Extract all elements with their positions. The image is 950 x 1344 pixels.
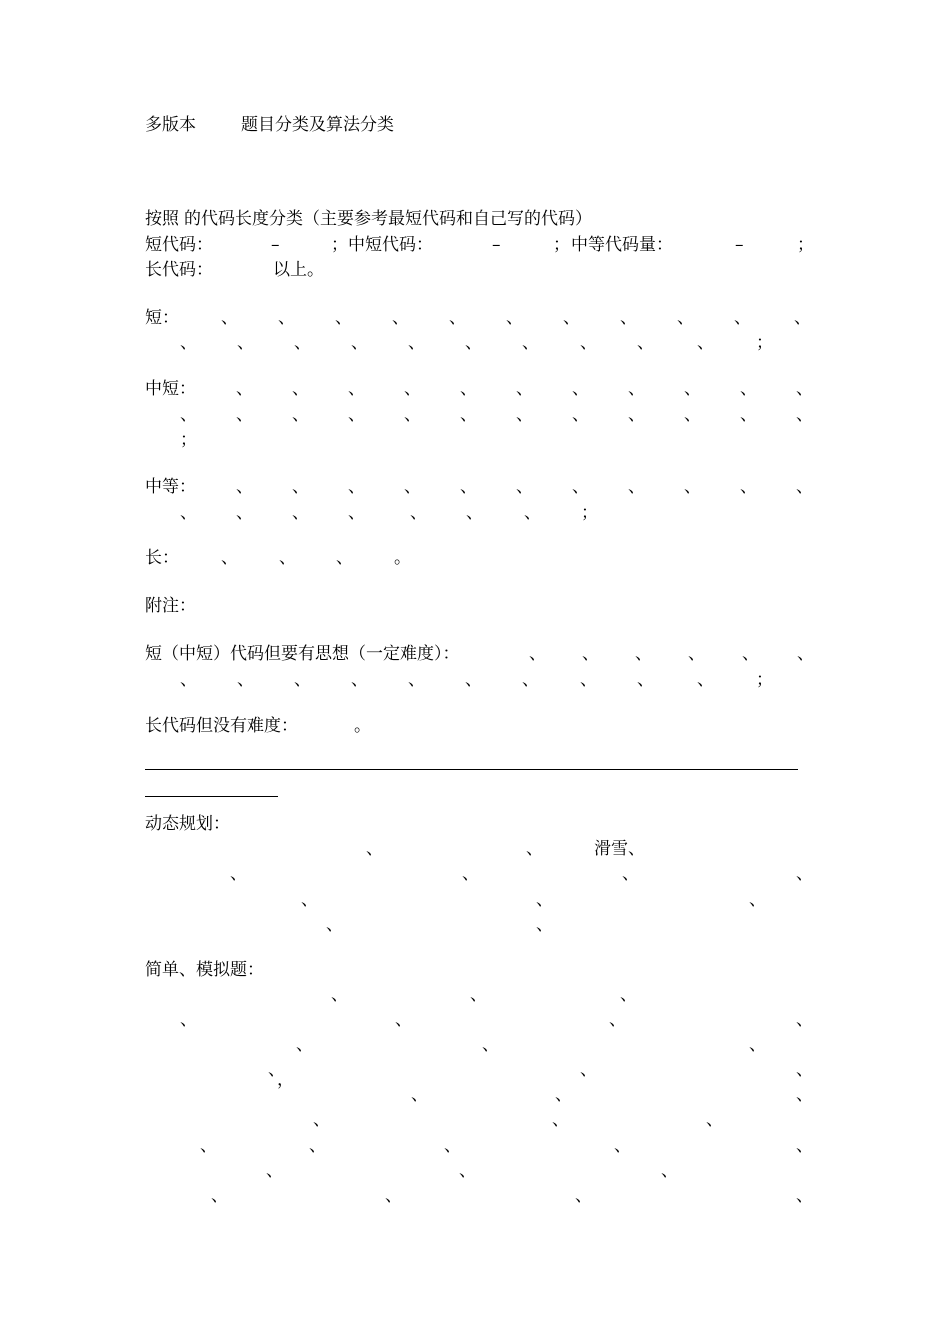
list-separator: 、 xyxy=(552,1110,569,1130)
list-terminator: ； xyxy=(180,430,197,450)
list-separator: 、 xyxy=(292,477,309,497)
simple-section-label: 简单、模拟题： xyxy=(145,960,264,980)
list-terminator: ； xyxy=(756,333,773,353)
list-separator: 、 xyxy=(237,670,254,690)
list-separator: 、 xyxy=(236,405,253,425)
list-separator: 、 xyxy=(470,985,487,1005)
list-separator: 、 xyxy=(749,1035,766,1055)
list-separator: 、 xyxy=(794,308,811,328)
list-separator: 、 xyxy=(268,1060,285,1080)
list-separator: 、 xyxy=(740,379,757,399)
list-separator: 、 xyxy=(236,503,253,523)
list-separator: 、 xyxy=(684,405,701,425)
list-separator: 、 xyxy=(742,644,759,664)
list-separator: 、 xyxy=(449,308,466,328)
list-separator: 、 xyxy=(221,548,238,568)
short-code-label: 短代码： xyxy=(145,235,213,255)
appendix-label: 附注： xyxy=(145,596,196,616)
range-dash: – xyxy=(735,235,744,255)
list-separator: 、 xyxy=(740,405,757,425)
list-separator: 、 xyxy=(465,333,482,353)
title-left: 多版本 xyxy=(145,115,196,135)
list-separator: 、 xyxy=(749,890,766,910)
list-separator: 、 xyxy=(392,308,409,328)
list-separator: 、 xyxy=(180,670,197,690)
list-separator: 、 xyxy=(796,405,813,425)
list-terminator: ； xyxy=(756,670,773,690)
long-easy-section-label: 长代码但没有难度： xyxy=(145,716,298,736)
list-separator: 、 xyxy=(575,1186,592,1206)
dp-item-skiing: 滑雪、 xyxy=(594,839,645,859)
list-separator: 、 xyxy=(395,1010,412,1030)
long-section-label: 长： xyxy=(145,548,179,568)
list-separator: 、 xyxy=(572,379,589,399)
list-terminator: ； xyxy=(581,503,598,523)
list-separator: 、 xyxy=(609,1010,626,1030)
list-separator: 、 xyxy=(266,1161,283,1181)
list-separator: 、 xyxy=(296,1035,313,1055)
list-separator: 、 xyxy=(796,379,813,399)
list-separator: 、 xyxy=(466,503,483,523)
list-separator: 、 xyxy=(408,670,425,690)
list-separator: 、 xyxy=(506,308,523,328)
medium-code-label: 中等代码量： xyxy=(571,235,673,255)
list-separator: 、 xyxy=(411,1085,428,1105)
list-separator: 、 xyxy=(336,548,353,568)
separator-semicolon: ； xyxy=(331,235,348,255)
list-separator: 、 xyxy=(661,1161,678,1181)
list-separator: 、 xyxy=(622,864,639,884)
list-separator: 、 xyxy=(620,308,637,328)
list-separator: 、 xyxy=(582,644,599,664)
list-separator: 、 xyxy=(797,644,814,664)
list-separator: 、 xyxy=(620,985,637,1005)
list-separator: 、 xyxy=(180,405,197,425)
list-separator: 、 xyxy=(536,915,553,935)
list-separator: 、 xyxy=(180,1010,197,1030)
list-separator: 、 xyxy=(684,379,701,399)
list-separator: 、 xyxy=(236,477,253,497)
list-separator: 、 xyxy=(335,308,352,328)
title-right: 题目分类及算法分类 xyxy=(241,115,394,135)
list-separator: 、 xyxy=(563,308,580,328)
list-separator: 、 xyxy=(526,839,543,859)
list-separator: 、 xyxy=(366,839,383,859)
list-separator: 、 xyxy=(796,1010,813,1030)
list-separator: 、 xyxy=(278,308,295,328)
list-separator: 、 xyxy=(279,548,296,568)
list-separator: 、 xyxy=(462,864,479,884)
list-separator: 、 xyxy=(796,1085,813,1105)
list-separator: 、 xyxy=(529,644,546,664)
list-separator: 、 xyxy=(572,405,589,425)
list-separator: 、 xyxy=(796,477,813,497)
list-separator: 、 xyxy=(637,333,654,353)
list-separator: 、 xyxy=(522,670,539,690)
list-separator: 、 xyxy=(536,890,553,910)
list-separator: 、 xyxy=(734,308,751,328)
list-separator: 、 xyxy=(460,477,477,497)
list-separator: 、 xyxy=(348,379,365,399)
range-dash: – xyxy=(492,235,501,255)
list-separator: 、 xyxy=(460,379,477,399)
mid-short-code-label: 中短代码： xyxy=(348,235,433,255)
list-separator: 、 xyxy=(482,1035,499,1055)
above-text: 以上。 xyxy=(273,260,324,280)
list-separator: 、 xyxy=(404,405,421,425)
list-separator: 、 xyxy=(465,670,482,690)
separator-line xyxy=(145,796,278,797)
list-separator: 、 xyxy=(444,1136,461,1156)
list-terminator: 。 xyxy=(394,548,411,568)
list-separator: 、 xyxy=(348,503,365,523)
list-terminator: 。 xyxy=(354,716,371,736)
list-separator: 、 xyxy=(237,333,254,353)
list-separator: 、 xyxy=(294,333,311,353)
list-separator: 、 xyxy=(697,670,714,690)
list-separator: 、 xyxy=(404,379,421,399)
list-separator: 、 xyxy=(796,864,813,884)
list-separator: 、 xyxy=(348,405,365,425)
list-separator: 、 xyxy=(628,405,645,425)
list-separator: 、 xyxy=(460,405,477,425)
list-separator: 、 xyxy=(677,308,694,328)
list-separator: 、 xyxy=(524,503,541,523)
list-separator: 、 xyxy=(292,379,309,399)
list-separator: 、 xyxy=(572,477,589,497)
list-separator: 、 xyxy=(294,670,311,690)
list-separator: 、 xyxy=(516,379,533,399)
list-separator: 、 xyxy=(580,1060,597,1080)
list-separator: 、 xyxy=(408,333,425,353)
list-separator: 、 xyxy=(351,333,368,353)
list-separator: 、 xyxy=(331,985,348,1005)
range-dash: – xyxy=(271,235,280,255)
dp-section-label: 动态规划： xyxy=(145,814,230,834)
list-separator: 、 xyxy=(292,405,309,425)
list-separator: 、 xyxy=(796,1136,813,1156)
mid-short-section-label: 中短： xyxy=(145,379,196,399)
list-separator: 、 xyxy=(614,1136,631,1156)
list-separator: 、 xyxy=(221,308,238,328)
list-separator: 、 xyxy=(180,503,197,523)
list-separator: 、 xyxy=(309,1136,326,1156)
list-separator: 、 xyxy=(635,644,652,664)
separator-semicolon: ； xyxy=(797,235,814,255)
list-separator: 、 xyxy=(637,670,654,690)
list-separator: 、 xyxy=(211,1186,228,1206)
list-separator: 、 xyxy=(459,1161,476,1181)
separator-line xyxy=(145,769,798,770)
long-code-label: 长代码： xyxy=(145,260,213,280)
list-separator: 、 xyxy=(516,405,533,425)
list-separator: 、 xyxy=(688,644,705,664)
list-comma: ， xyxy=(277,1070,294,1090)
list-separator: 、 xyxy=(580,670,597,690)
list-separator: 、 xyxy=(684,477,701,497)
list-separator: 、 xyxy=(348,477,365,497)
list-separator: 、 xyxy=(796,1060,813,1080)
list-separator: 、 xyxy=(697,333,714,353)
medium-section-label: 中等： xyxy=(145,477,196,497)
list-separator: 、 xyxy=(740,477,757,497)
intro-line1-a: 按照 xyxy=(145,209,179,229)
list-separator: 、 xyxy=(385,1186,402,1206)
list-separator: 、 xyxy=(796,1186,813,1206)
list-separator: 、 xyxy=(555,1085,572,1105)
list-separator: 、 xyxy=(236,379,253,399)
list-separator: 、 xyxy=(180,333,197,353)
list-separator: 、 xyxy=(522,333,539,353)
intro-line1-b: 的代码长度分类（主要参考最短代码和自己写的代码） xyxy=(184,209,592,229)
list-separator: 、 xyxy=(200,1136,217,1156)
list-separator: 、 xyxy=(628,477,645,497)
short-section-label: 短： xyxy=(145,308,179,328)
list-separator: 、 xyxy=(230,864,247,884)
list-separator: 、 xyxy=(410,503,427,523)
list-separator: 、 xyxy=(404,477,421,497)
list-separator: 、 xyxy=(516,477,533,497)
list-separator: 、 xyxy=(292,503,309,523)
list-separator: 、 xyxy=(326,915,343,935)
thinking-section-label: 短（中短）代码但要有思想（一定难度）： xyxy=(145,644,460,664)
list-separator: 、 xyxy=(351,670,368,690)
list-separator: 、 xyxy=(628,379,645,399)
list-separator: 、 xyxy=(301,890,318,910)
list-separator: 、 xyxy=(313,1110,330,1130)
list-separator: 、 xyxy=(706,1110,723,1130)
separator-semicolon: ； xyxy=(553,235,570,255)
list-separator: 、 xyxy=(580,333,597,353)
